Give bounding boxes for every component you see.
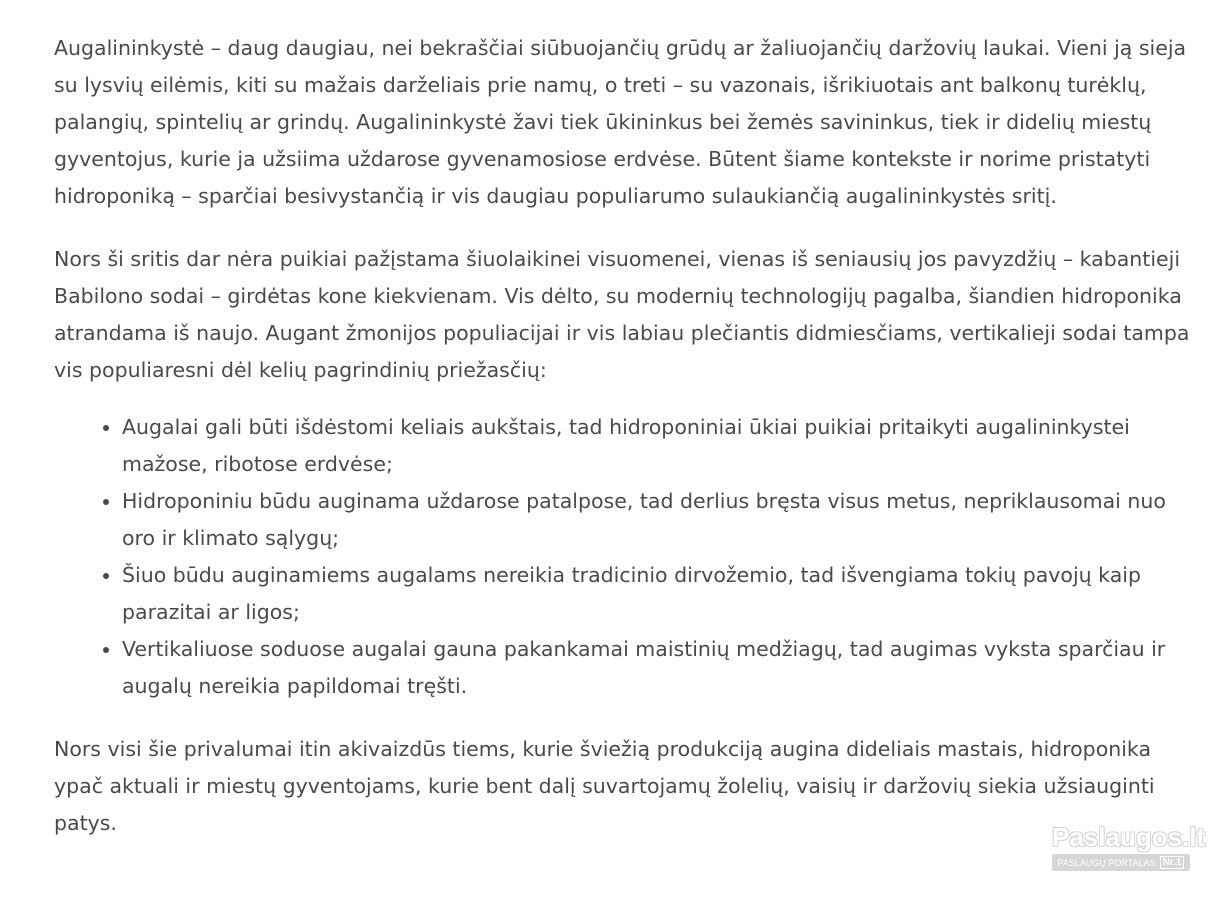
paragraph-history: Nors ši sritis dar nėra puikiai pažįstama šiuolaikinei visuomenei, vienas iš seniausių jos pavyzdžių – kabantieji Babilono sodai – girdėtas kone kiekvienam. Vis dėlto, su modernių technologijų pagalba, šiandien hidroponika atrandama iš naujo. Augant žmonijos populiacijai ir vis labiau plečiantis didmiesčiams, vertikalieji sodai tampa vis populiaresni dėl kelių pagrindinių priežasčių: — [54, 247, 1190, 382]
watermark-subtitle: PASLAUGŲ PORTALAS — [1057, 857, 1156, 868]
list-item: • Hidroponiniu būdu auginama uždarose patalpose, tad derlius bręsta visus metus, nepriklausomai nuo oro ir klimato sąlygų; — [122, 483, 1199, 557]
paragraph-intro: Augalininkystė – daug daugiau, nei bekraščiai siūbuojančių grūdų ar žaliuojančių daržovių laukai. Vieni ją sieja su lysvių eilėmis, kiti su mažais darželiais prie namų, o treti – su vazonais, išrikiuotais ant balkonų turėklų, palangių, spintelių ar grindų. Augalininkystė žavi tiek ūkininkus bei žemės savininkus, tiek ir didelių miestų gyventojus, kurie ja užsiima uždarose gyvenamosiose erdvėse. Būtent šiame kontekste ir norime pristatyti hidroponiką – sparčiai besivystančią ir vis daugiau populiarumo sulaukiančią augalininkystės sritį. — [54, 36, 1187, 208]
list-item: • Šiuo būdu auginamiems augalams nereikia tradicinio dirvožemio, tad išvengiama tokių pavojų kaip parazitai ar ligos; — [122, 557, 1199, 631]
watermark-badge: Nr.1 — [1160, 856, 1185, 869]
article-body — [54, 30, 1206, 868]
advantages-list — [54, 409, 1199, 705]
list-item: • Vertikaliuose soduose augalai gauna pakankamai maistinių medžiagų, tad augimas vyksta sparčiau ir augalų nereikia papildomai tręšti. — [122, 631, 1199, 705]
watermark-subtitle-bar — [1052, 854, 1190, 871]
list-item: • Augalai gali būti išdėstomi keliais aukštais, tad hidroponiniai ūkiai puikiai pritaikyti augalininkystei mažose, ribotose erdvėse; — [122, 409, 1199, 483]
paslaugos-watermark — [1052, 822, 1206, 878]
watermark-logo: Paslaugos.lt — [1052, 822, 1206, 852]
paragraph-conclusion: Nors visi šie privalumai itin akivaizdūs tiems, kurie šviežią produkciją augina dideliais mastais, hidroponika ypač aktuali ir miestų gyventojams, kurie bent dalį suvartojamų žolelių, vaisių ir daržovių siekia užsiauginti patys. — [54, 737, 1155, 835]
